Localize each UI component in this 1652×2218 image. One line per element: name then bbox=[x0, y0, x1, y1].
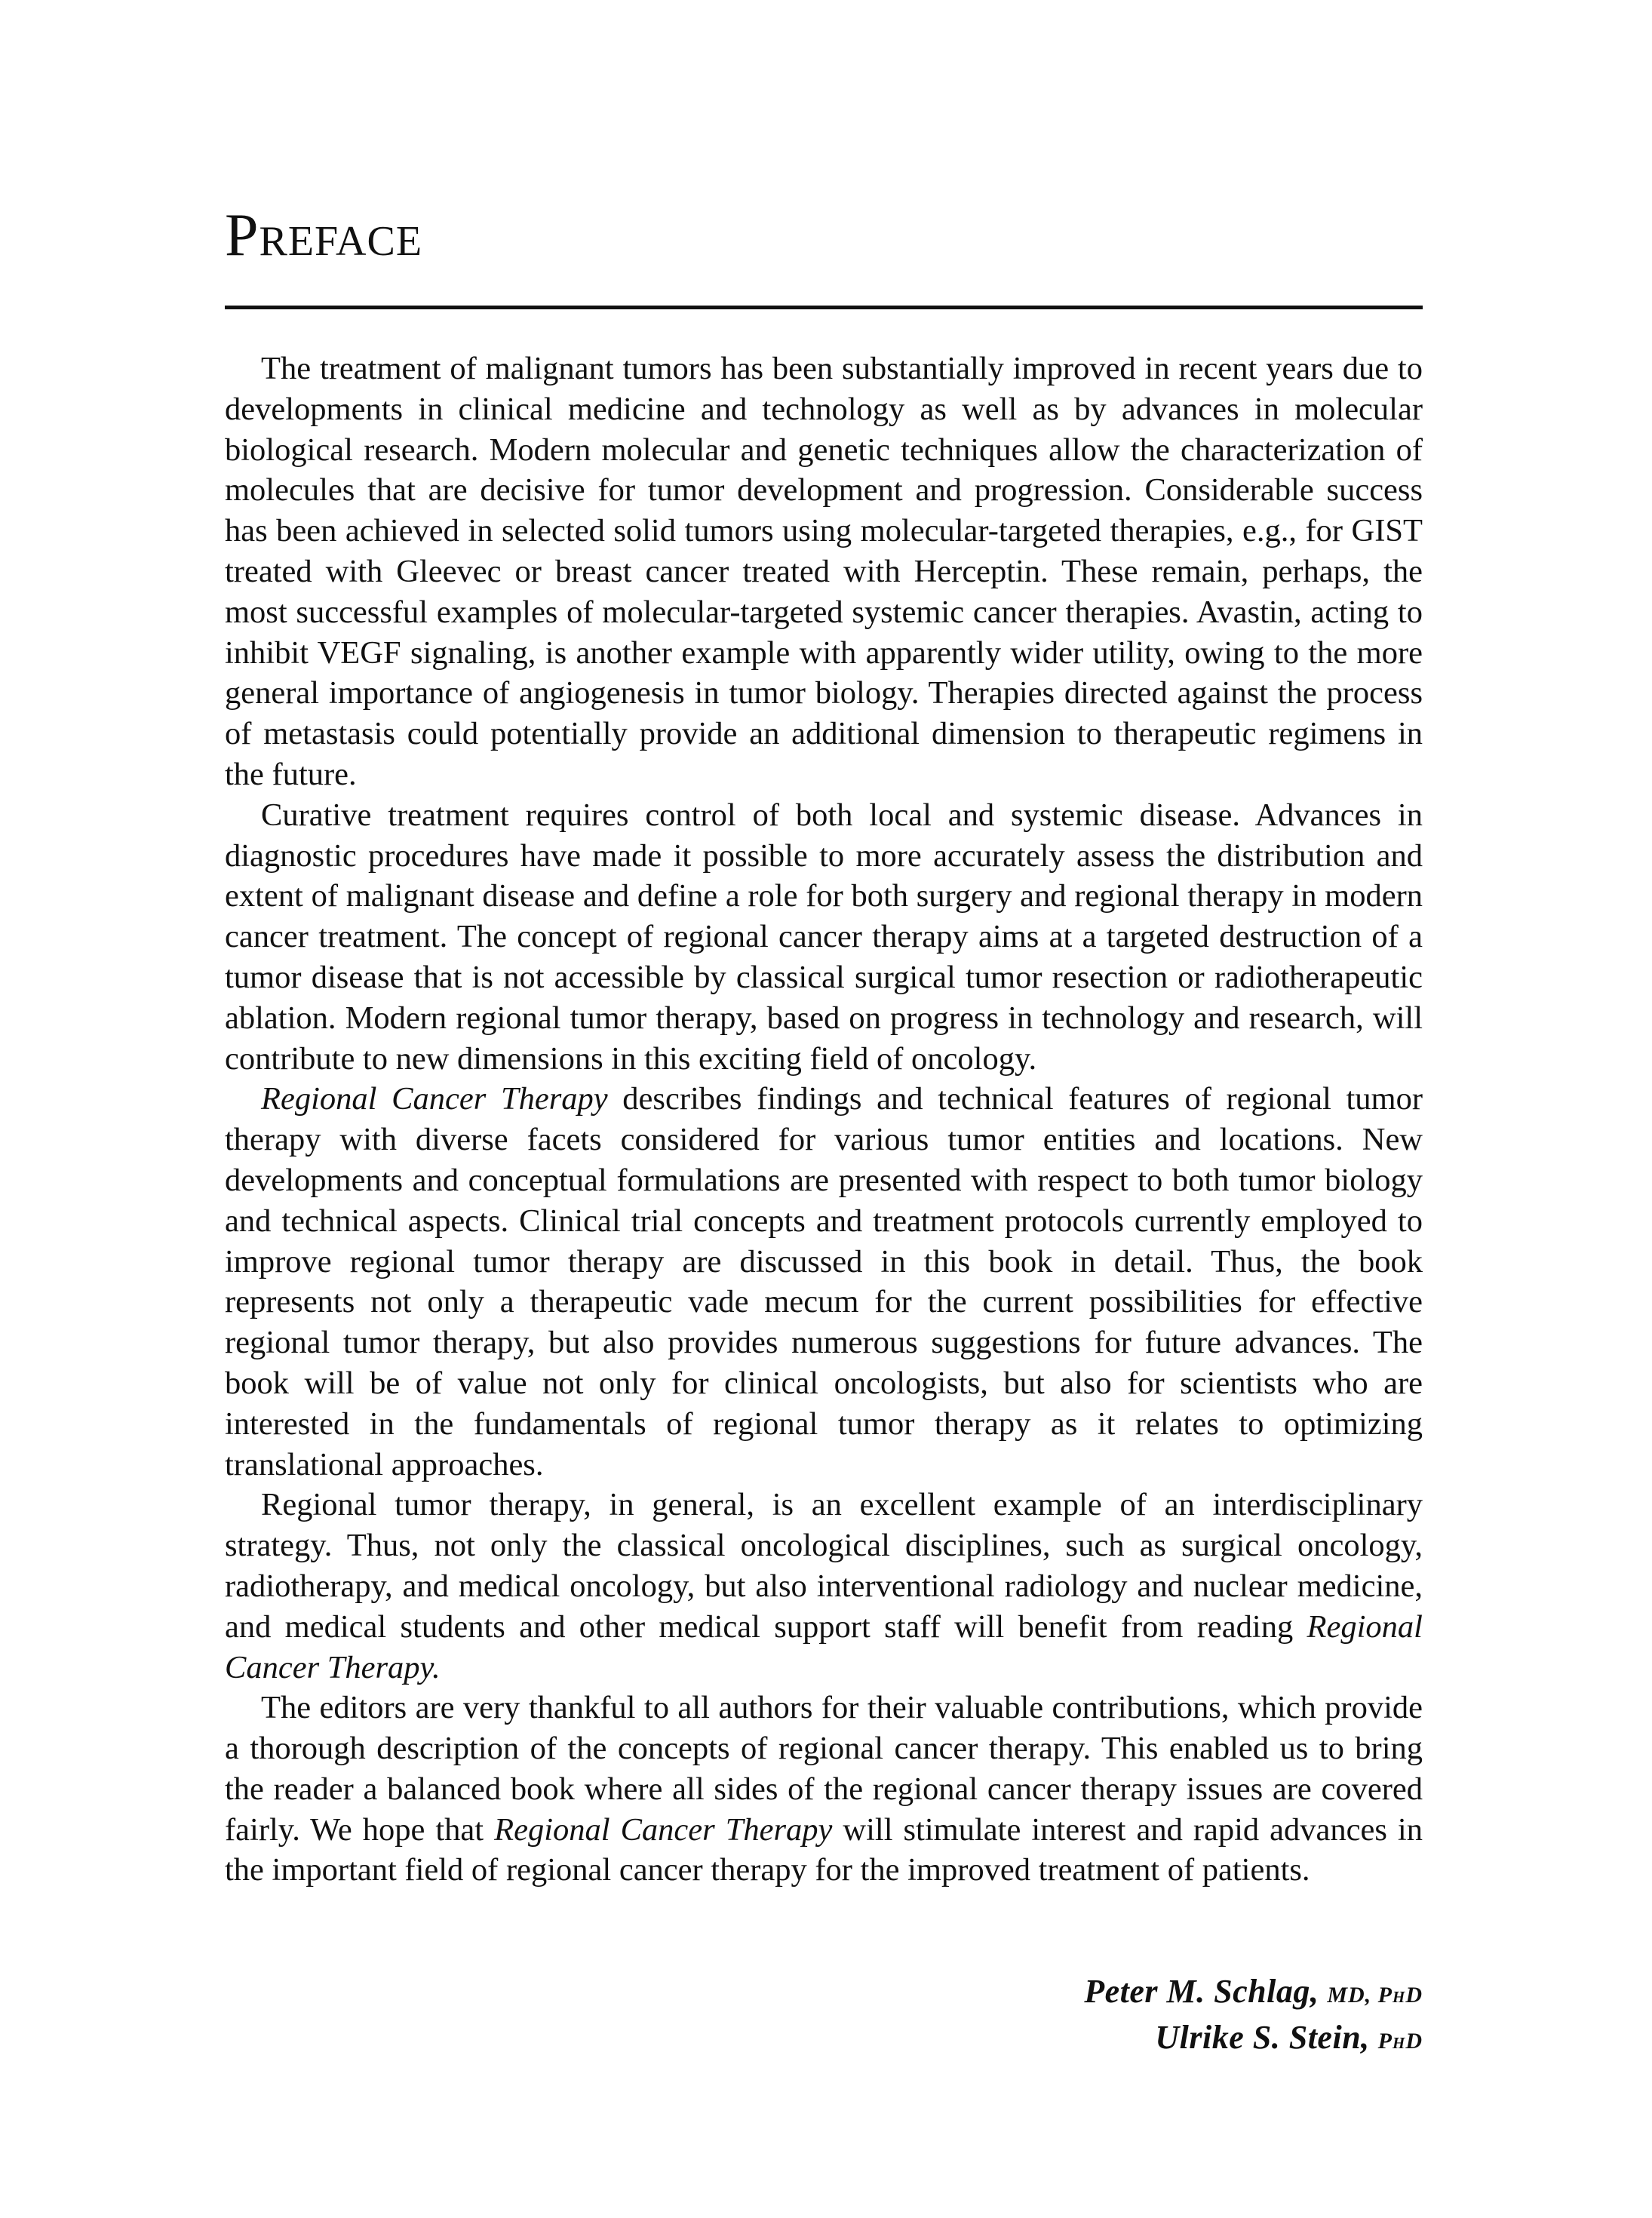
italic-run: Regional Cancer Therapy bbox=[494, 1811, 833, 1848]
text-run: describes findings and technical features of regional tumor therapy with diverse facets considered for various tumor entities and locations. New developments and conceptual formulations are presented with respect to both tumor biology and technical aspects. Clinical trial concepts and treatment protocols currently employed to improve regional tumor therapy are discussed in this book in detail. Thus, the book represents not only a therapeutic vade mecum for the current possibilities for effective regional tumor therapy, but also provides numerous suggestions for future advances. The book will be of value not only for clinical oncologists, but also for scientists who are interested in the fundamentals of regional tumor therapy as it relates to optimizing translational approaches. bbox=[225, 1081, 1423, 1482]
title-divider bbox=[225, 306, 1423, 309]
text-run: Regional tumor therapy, in general, is an excellent example of an interdisciplinary strategy. Thus, not only the classical oncological disciplines, such as surgical oncology, radiotherapy, and medical oncology, but also interventional radiology and nuclear medicine, and medical students and other medical support staff will benefit from reading bbox=[225, 1487, 1423, 1645]
paragraph bbox=[225, 1688, 1423, 1891]
paragraph bbox=[225, 1485, 1423, 1688]
text-run: will stimulate interest and rapid advances in the important field of regional cancer therapy for the improved treatment of patients. bbox=[225, 1811, 1423, 1888]
text-run: The editors are very thankful to all authors for their valuable contributions, which provide a thorough description of the concepts of regional cancer therapy. This enabled us to bring the reader a balanced book where all sides of the regional cancer therapy issues are covered fairly. We hope that bbox=[225, 1690, 1423, 1848]
signature-line bbox=[830, 2017, 1423, 2063]
page-title: Preface bbox=[225, 202, 423, 269]
text-run: The treatment of malignant tumors has been substantially improved in recent years due to developments in clinical medicine and technology as well as by advances in molecular biological research. Modern molecular and genetic techniques allow the characterization of molecules that are decisive for tumor development and progression. Considerable success has been achieved in selected solid tumors using molecular-targeted therapies, e.g., for GIST treated with Gleevec or breast cancer treated with Herceptin. These remain, perhaps, the most successful examples of molecular-targeted systemic cancer therapies. Avastin, acting to inhibit VEGF signaling, is another example with apparently wider utility, owing to the more general importance of angiogenesis in tumor biology. Therapies directed against the process of metastasis could potentially provide an additional dimension to therapeutic regimens in the future. bbox=[225, 351, 1423, 792]
author-degrees: MD, PhD bbox=[1327, 1983, 1423, 2008]
signature-block bbox=[830, 1971, 1423, 2063]
author-name: Ulrike S. Stein, bbox=[1155, 2019, 1370, 2056]
author-name: Peter M. Schlag, bbox=[1084, 1973, 1319, 2010]
italic-run: Regional Cancer Therapy. bbox=[225, 1608, 1423, 1685]
paragraph bbox=[225, 349, 1423, 795]
italic-run: Regional Cancer Therapy bbox=[261, 1081, 608, 1117]
preface-body bbox=[225, 349, 1423, 1891]
paragraph bbox=[225, 1079, 1423, 1485]
text-run: Curative treatment requires control of both local and systemic disease. Advances in diagnostic procedures have made it possible to more accurately assess the distribution and extent of malignant disease and define a role for both surgery and regional therapy in modern cancer treatment. The concept of regional cancer therapy aims at a targeted destruction of a tumor disease that is not accessible by classical surgical tumor resection or radiotherapeutic ablation. Modern regional tumor therapy, based on progress in technology and research, will contribute to new dimensions in this exciting field of oncology. bbox=[225, 797, 1423, 1077]
paragraph bbox=[225, 795, 1423, 1080]
author-degrees: PhD bbox=[1377, 2029, 1423, 2054]
signature-line bbox=[830, 1971, 1423, 2017]
